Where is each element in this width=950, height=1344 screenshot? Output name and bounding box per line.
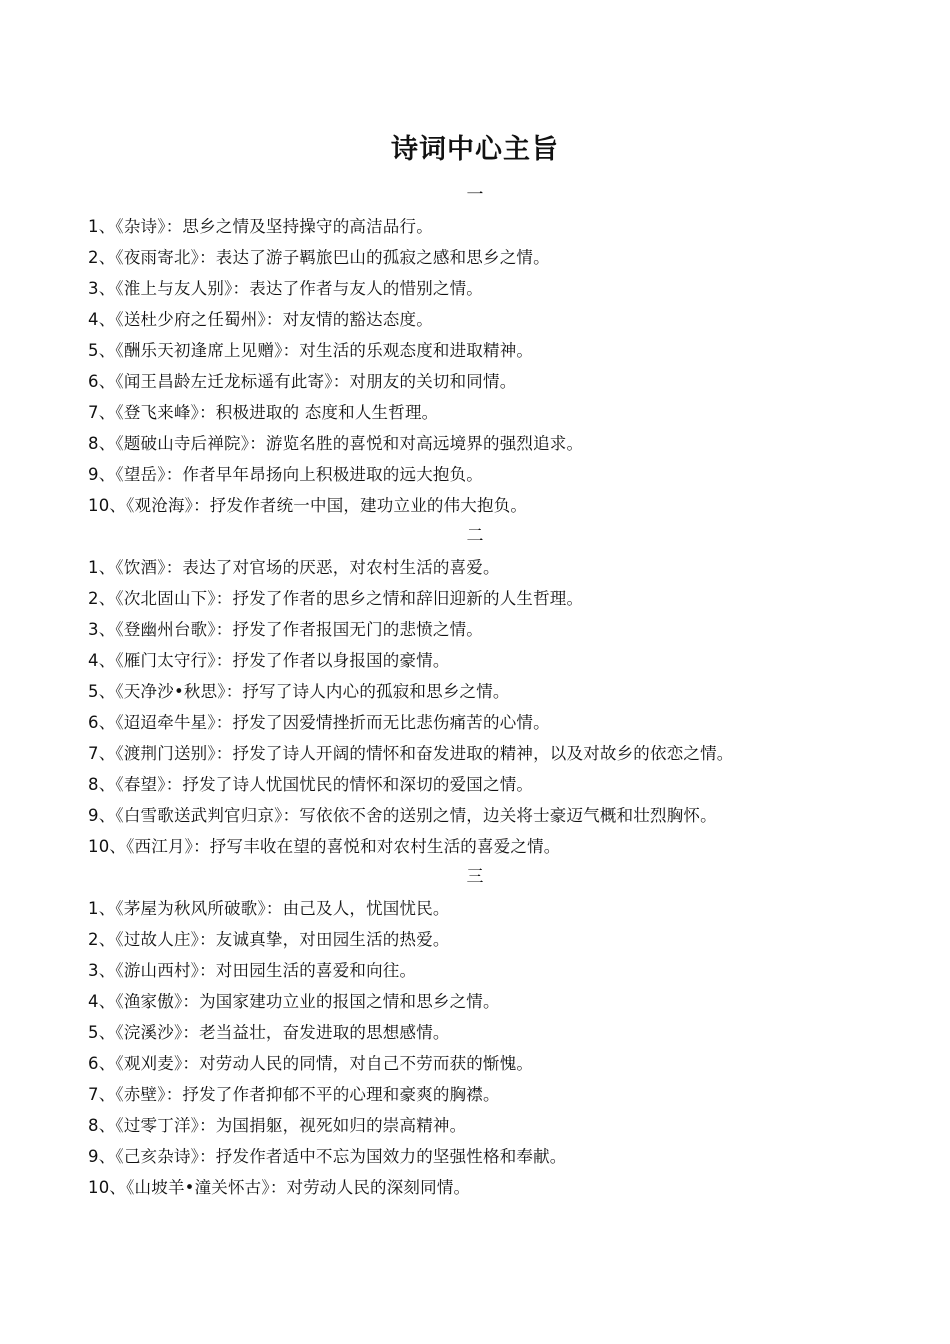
section-heading: 一 bbox=[466, 185, 484, 205]
list-item: 10、《西江月》：抒写丰收在望的喜悦和对农村生活的喜爱之情。 bbox=[88, 837, 561, 856]
list-item: 7、《登飞来峰》：积极进取的 态度和人生哲理。 bbox=[88, 403, 439, 422]
list-item: 8、《题破山寺后禅院》：游览名胜的喜悦和对高远境界的强烈追求。 bbox=[88, 434, 584, 453]
sections-container bbox=[88, 180, 908, 1203]
list-item: 7、《赤壁》：抒发了作者抑郁不平的心理和豪爽的胸襟。 bbox=[88, 1085, 500, 1104]
section-2 bbox=[88, 521, 908, 862]
list-item: 7、《渡荆门送别》：抒发了诗人开阔的情怀和奋发进取的精神，以及对故乡的依恋之情。 bbox=[88, 744, 734, 763]
list-item: 6、《闻王昌龄左迁龙标遥有此寄》：对朋友的关切和同情。 bbox=[88, 372, 517, 391]
list-item: 4、《送杜少府之任蜀州》：对友情的豁达态度。 bbox=[88, 310, 433, 329]
list-item: 2、《夜雨寄北》：表达了游子羁旅巴山的孤寂之感和思乡之情。 bbox=[88, 248, 550, 267]
list-item: 1、《饮酒》：表达了对官场的厌恶，对农村生活的喜爱。 bbox=[88, 558, 500, 577]
list-item: 5、《酬乐天初逢席上见赠》：对生活的乐观态度和进取精神。 bbox=[88, 341, 534, 360]
list-item: 8、《过零丁洋》：为国捐躯，视死如归的崇高精神。 bbox=[88, 1116, 467, 1135]
section-1 bbox=[88, 180, 908, 521]
list-item: 3、《登幽州台歌》：抒发了作者报国无门的悲愤之情。 bbox=[88, 620, 483, 639]
document-title: 诗词中心主旨 bbox=[391, 134, 559, 165]
list-item: 4、《渔家傲》：为国家建功立业的报国之情和思乡之情。 bbox=[88, 992, 500, 1011]
list-item: 1、《茅屋为秋风所破歌》：由己及人，忧国忧民。 bbox=[88, 899, 450, 918]
list-item: 1、《杂诗》：思乡之情及坚持操守的高洁品行。 bbox=[88, 217, 433, 236]
list-item: 3、《游山西村》：对田园生活的喜爱和向往。 bbox=[88, 961, 417, 980]
list-item: 6、《观刈麦》：对劳动人民的同情，对自己不劳而获的惭愧。 bbox=[88, 1054, 534, 1073]
list-item: 5、《浣溪沙》：老当益壮，奋发进取的思想感情。 bbox=[88, 1023, 450, 1042]
list-item: 9、《望岳》：作者早年昂扬向上积极进取的远大抱负。 bbox=[88, 465, 483, 484]
list-item: 5、《天净沙•秋思》：抒写了诗人内心的孤寂和思乡之情。 bbox=[88, 682, 510, 701]
list-item: 10、《山坡羊•潼关怀古》：对劳动人民的深刻同情。 bbox=[88, 1178, 471, 1197]
section-heading: 二 bbox=[466, 526, 484, 546]
section-heading: 三 bbox=[466, 867, 484, 887]
section-3 bbox=[88, 862, 908, 1203]
list-item: 2、《过故人庄》：友诚真挚，对田园生活的热爱。 bbox=[88, 930, 450, 949]
list-item: 2、《次北固山下》：抒发了作者的思乡之情和辞旧迎新的人生哲理。 bbox=[88, 589, 584, 608]
list-item: 8、《春望》：抒发了诗人忧国忧民的情怀和深切的爱国之情。 bbox=[88, 775, 534, 794]
list-item: 9、《白雪歌送武判官归京》：写依依不舍的送别之情，边关将士豪迈气概和壮烈胸怀。 bbox=[88, 806, 717, 825]
list-item: 10、《观沧海》：抒发作者统一中国，建功立业的伟大抱负。 bbox=[88, 496, 528, 515]
list-item: 9、《己亥杂诗》：抒发作者适中不忘为国效力的坚强性格和奉献。 bbox=[88, 1147, 567, 1166]
list-item: 6、《迢迢牵牛星》：抒发了因爱情挫折而无比悲伤痛苦的心情。 bbox=[88, 713, 550, 732]
list-item: 3、《淮上与友人别》：表达了作者与友人的惜别之情。 bbox=[88, 279, 483, 298]
list-item: 4、《雁门太守行》：抒发了作者以身报国的豪情。 bbox=[88, 651, 450, 670]
